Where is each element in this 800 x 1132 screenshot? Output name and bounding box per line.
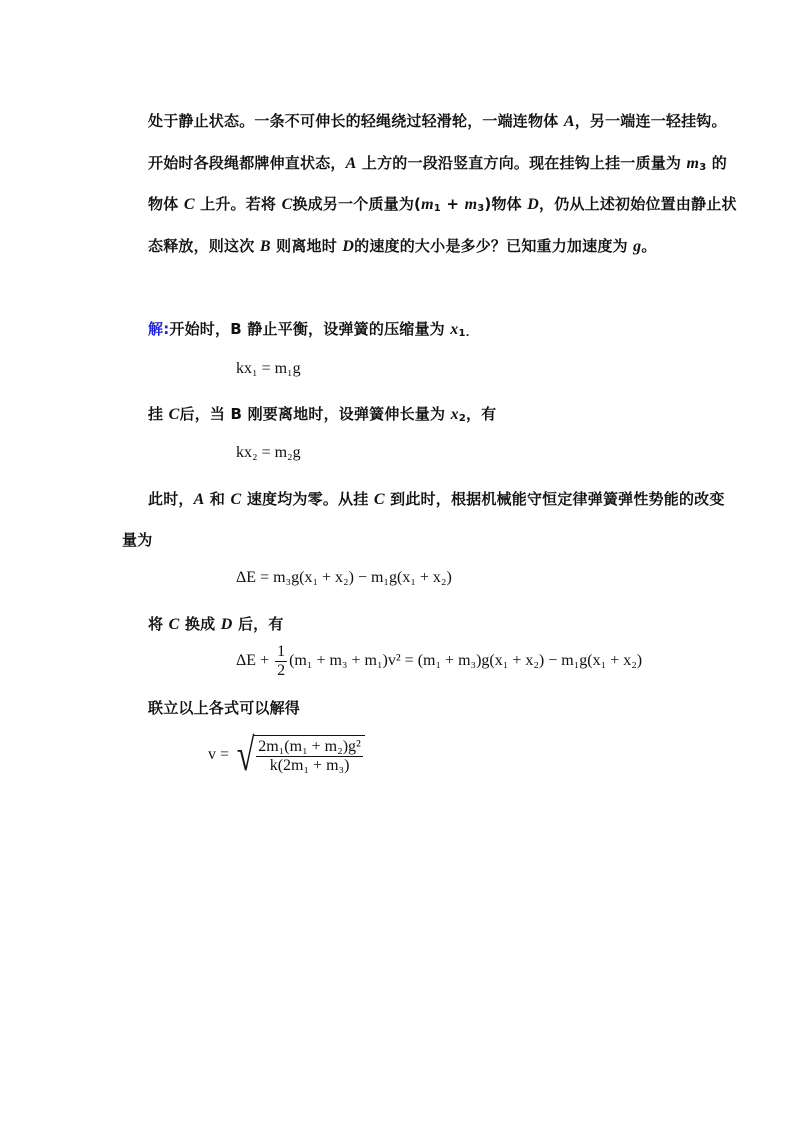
var-A: A <box>563 113 575 130</box>
var-C: C <box>281 196 293 213</box>
equation-1: kx₁ = m₁g <box>236 360 301 377</box>
solution-text: 挂 <box>148 405 169 423</box>
radicand <box>254 735 365 775</box>
subscript: 1 <box>433 203 441 214</box>
subscript: 1. <box>458 328 470 339</box>
problem-text: 物体 <box>148 195 184 213</box>
equation-2: kx₂ = m₂g <box>236 444 301 461</box>
var-C: C <box>230 491 242 508</box>
eq4-right: (m₁ + m₃ + m₁)v² = (m₁ + m₃)g(x₁ + x₂) − m₁g(x₁ + x₂) <box>289 652 643 670</box>
eq4-left: ΔE + <box>236 652 274 670</box>
solution-text: ，有 <box>465 405 497 423</box>
solution-text: 开始时，B 静止平衡，设弹簧的压缩量为 <box>169 320 451 338</box>
problem-text: ，另一端连一轻挂钩。 <box>574 112 727 130</box>
problem-text: 的速度的大小是多少？已知重力加速度为 <box>354 237 634 255</box>
var-C: C <box>168 616 180 633</box>
problem-text: 上方的一段沿竖直方向。现在挂钩上挂一质量为 <box>356 154 687 172</box>
subscript: 2 <box>458 413 466 424</box>
var-x: x <box>450 406 459 423</box>
fraction-denominator: k(2m₁ + m₃) <box>269 757 350 774</box>
solution-label: 解: <box>148 320 170 338</box>
var-A: A <box>193 491 205 508</box>
var-D: D <box>527 196 540 213</box>
fraction-result <box>256 738 363 775</box>
problem-line-1 <box>148 110 727 131</box>
problem-line-2 <box>148 152 727 173</box>
solution-line-2 <box>148 403 496 424</box>
problem-text: 则离地时 <box>270 237 343 255</box>
var-x: x <box>450 321 459 338</box>
var-D: D <box>220 616 233 633</box>
fraction-denominator: 2 <box>277 662 286 679</box>
solution-text: 速度均为零。从挂 <box>241 490 374 508</box>
var-g: g <box>633 238 642 255</box>
eq5-left: v = <box>208 746 234 763</box>
subscript: 3 <box>699 162 707 173</box>
solution-line-3 <box>148 488 725 509</box>
equation-4 <box>236 643 642 680</box>
fraction-numerator: 1 <box>277 643 286 660</box>
fraction-half <box>275 643 287 680</box>
problem-text: 态释放，则这次 <box>148 237 260 255</box>
solution-text: 将 <box>148 615 169 633</box>
solution-text: 后，有 <box>232 615 284 633</box>
problem-text: ，仍从上述初始位置由静止状 <box>539 195 737 213</box>
var-C: C <box>373 491 385 508</box>
square-root <box>233 729 365 780</box>
radical-sign-icon: √ <box>236 729 255 780</box>
equation-3: ΔE = m₃g(x₁ + x₂) − m₁g(x₁ + x₂) <box>236 569 452 586</box>
problem-text: 开始时各段绳都牌伸直状态， <box>148 154 346 172</box>
var-m: m <box>421 196 434 213</box>
var-D: D <box>342 238 355 255</box>
solution-text: 和 <box>204 490 231 508</box>
problem-line-4 <box>148 235 657 256</box>
var-A: A <box>345 155 357 172</box>
solution-line-1 <box>148 318 470 339</box>
var-B: B <box>259 238 271 255</box>
solution-text: 此时， <box>148 490 194 508</box>
problem-text: 的 <box>706 154 727 172</box>
equation-5 <box>208 729 365 780</box>
problem-text: 处于静止状态。一条不可伸长的轻绳绕过轻滑轮，一端连物体 <box>148 112 564 130</box>
problem-text: 换成另一个质量为( <box>292 195 422 213</box>
var-C: C <box>183 196 195 213</box>
var-m: m <box>464 196 478 213</box>
fraction-numerator: 2m₁(m₁ + m₂)g² <box>258 738 361 755</box>
solution-line-3b: 量为 <box>122 531 153 549</box>
solution-line-4 <box>148 613 284 634</box>
solution-text: 到此时，根据机械能守恒定律弹簧弹性势能的改变 <box>384 490 725 508</box>
plus: + <box>440 195 465 213</box>
problem-line-3 <box>148 193 737 214</box>
problem-text: 上升。若将 <box>194 195 282 213</box>
solution-text: 后，当 B 刚要离地时，设弹簧伸长量为 <box>179 405 451 423</box>
solution-text: 换成 <box>179 615 221 633</box>
var-C: C <box>168 406 180 423</box>
problem-text: 。 <box>641 237 657 255</box>
subscript: 3 <box>477 203 485 214</box>
var-m: m <box>686 155 700 172</box>
solution-line-5: 联立以上各式可以解得 <box>148 699 301 717</box>
problem-text: )物体 <box>484 195 528 213</box>
